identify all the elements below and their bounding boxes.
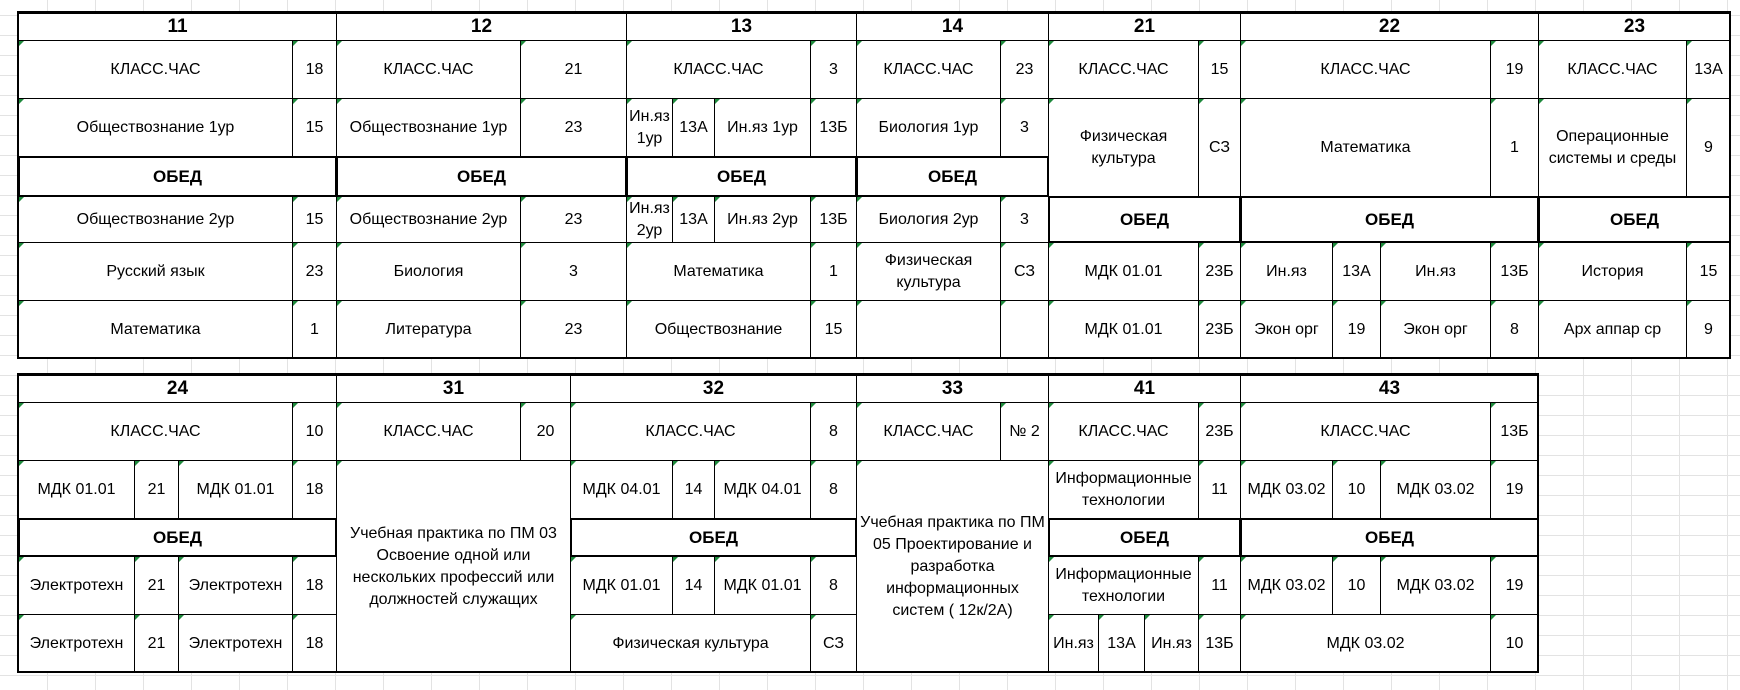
g43-class-room[interactable]: 13Б: [1490, 402, 1539, 461]
header-group-12[interactable]: 12: [336, 12, 627, 41]
g32-lesson-2a-room[interactable]: 14: [672, 556, 715, 615]
g11-lesson-1-room[interactable]: 15: [292, 98, 337, 157]
g22-lesson-3b-room[interactable]: 8: [1490, 300, 1539, 359]
g13-lesson-2a[interactable]: Ин.яз 2ур: [626, 196, 673, 243]
g23-lesson-3[interactable]: Арх аппар ср: [1538, 300, 1687, 359]
g24-lesson-2b-room[interactable]: 18: [292, 556, 337, 615]
g12-lesson-4-room[interactable]: 23: [520, 300, 627, 359]
g24-class-hour[interactable]: КЛАСС.ЧАС: [18, 402, 293, 461]
g24-lesson-3a[interactable]: Электротехн: [18, 614, 135, 673]
g41-lesson-1-room[interactable]: 11: [1198, 460, 1241, 519]
header-group-11[interactable]: 11: [18, 12, 337, 41]
g32-lesson-2b[interactable]: МДК 01.01: [714, 556, 811, 615]
g13-lesson-1a-room[interactable]: 13А: [672, 98, 715, 157]
g24-lesson-2b[interactable]: Электротехн: [178, 556, 293, 615]
g41-lesson-3a-room[interactable]: 13А: [1098, 614, 1145, 673]
g13-lunch[interactable]: ОБЕД: [626, 156, 857, 197]
g33-class-hour[interactable]: КЛАСС.ЧАС: [856, 402, 1001, 461]
g22-class-room[interactable]: 19: [1490, 40, 1539, 99]
g11-class-hour[interactable]: КЛАСС.ЧАС: [18, 40, 293, 99]
header-group-23[interactable]: 23: [1538, 12, 1731, 41]
g24-lesson-3b[interactable]: Электротехн: [178, 614, 293, 673]
g14-lesson-3-room[interactable]: СЗ: [1000, 242, 1049, 301]
g43-lesson-3-room[interactable]: 10: [1490, 614, 1539, 673]
g32-lesson-1b[interactable]: МДК 04.01: [714, 460, 811, 519]
g41-lesson-3b[interactable]: Ин.яз: [1144, 614, 1199, 673]
g31-class-room[interactable]: 20: [520, 402, 571, 461]
g13-lesson-1a[interactable]: Ин.яз 1ур: [626, 98, 673, 157]
g43-lesson-1a-room[interactable]: 10: [1332, 460, 1381, 519]
g12-lesson-4[interactable]: Литература: [336, 300, 521, 359]
g23-lesson-2[interactable]: История: [1538, 242, 1687, 301]
g43-lesson-1b[interactable]: МДК 03.02: [1380, 460, 1491, 519]
g24-lesson-2a-room[interactable]: 21: [134, 556, 179, 615]
g41-lunch[interactable]: ОБЕД: [1048, 518, 1241, 557]
g24-lesson-2a[interactable]: Электротехн: [18, 556, 135, 615]
g14-lesson-1[interactable]: Биология 1ур: [856, 98, 1001, 157]
g12-lesson-3-room[interactable]: 3: [520, 242, 627, 301]
g41-lesson-2[interactable]: Информационные технологии: [1048, 556, 1199, 615]
g22-lunch[interactable]: ОБЕД: [1240, 196, 1539, 243]
g21-lesson-1[interactable]: Физическая культура: [1048, 98, 1199, 197]
g43-lesson-2a-room[interactable]: 10: [1332, 556, 1381, 615]
g22-lesson-2a[interactable]: Ин.яз: [1240, 242, 1333, 301]
g24-lesson-1a-room[interactable]: 21: [134, 460, 179, 519]
g11-lesson-1[interactable]: Обществознание 1ур: [18, 98, 293, 157]
g22-lesson-3a[interactable]: Экон орг: [1240, 300, 1333, 359]
g21-class-room[interactable]: 15: [1198, 40, 1241, 99]
g24-lesson-1a[interactable]: МДК 01.01: [18, 460, 135, 519]
g22-lesson-3b[interactable]: Экон орг: [1380, 300, 1491, 359]
g12-class-hour[interactable]: КЛАСС.ЧАС: [336, 40, 521, 99]
g41-lesson-3a[interactable]: Ин.яз: [1048, 614, 1099, 673]
g32-lesson-3[interactable]: Физическая культура: [570, 614, 811, 673]
header-group-43[interactable]: 43: [1240, 374, 1539, 403]
g21-lesson-3[interactable]: МДК 01.01: [1048, 300, 1199, 359]
g11-lesson-2[interactable]: Обществознание 2ур: [18, 196, 293, 243]
header-group-32[interactable]: 32: [570, 374, 857, 403]
g22-lesson-2b[interactable]: Ин.яз: [1380, 242, 1491, 301]
g32-class-room[interactable]: 8: [810, 402, 857, 461]
g41-lesson-3b-room[interactable]: 13Б: [1198, 614, 1241, 673]
g21-lesson-3-room[interactable]: 23Б: [1198, 300, 1241, 359]
g13-lesson-4-room[interactable]: 15: [810, 300, 857, 359]
g14-lesson-4[interactable]: [856, 300, 1001, 359]
g12-lesson-1[interactable]: Обществознание 1ур: [336, 98, 521, 157]
g24-lesson-1b-room[interactable]: 18: [292, 460, 337, 519]
g31-class-hour[interactable]: КЛАСС.ЧАС: [336, 402, 521, 461]
g24-lunch[interactable]: ОБЕД: [18, 518, 337, 557]
header-group-21[interactable]: 21: [1048, 12, 1241, 41]
g43-lunch[interactable]: ОБЕД: [1240, 518, 1539, 557]
g11-class-room[interactable]: 18: [292, 40, 337, 99]
g12-lunch[interactable]: ОБЕД: [336, 156, 627, 197]
g32-lesson-3-room[interactable]: СЗ: [810, 614, 857, 673]
header-group-41[interactable]: 41: [1048, 374, 1241, 403]
g12-lesson-1-room[interactable]: 23: [520, 98, 627, 157]
g32-lesson-2b-room[interactable]: 8: [810, 556, 857, 615]
g13-lesson-3[interactable]: Математика: [626, 242, 811, 301]
g21-lesson-1-room[interactable]: СЗ: [1198, 98, 1241, 197]
g41-lesson-1[interactable]: Информационные технологии: [1048, 460, 1199, 519]
g43-lesson-2a[interactable]: МДК 03.02: [1240, 556, 1333, 615]
g32-lesson-1b-room[interactable]: 8: [810, 460, 857, 519]
g41-class-hour[interactable]: КЛАСС.ЧАС: [1048, 402, 1199, 461]
g13-lesson-2a-room[interactable]: 13А: [672, 196, 715, 243]
g31-practice[interactable]: Учебная практика по ПМ 03 Освоение одной или нескольких профессий или должностей служащих: [336, 460, 571, 673]
g32-lesson-1a[interactable]: МДК 04.01: [570, 460, 673, 519]
g21-lesson-2[interactable]: МДК 01.01: [1048, 242, 1199, 301]
g23-class-room[interactable]: 13А: [1686, 40, 1731, 99]
g23-lesson-3-room[interactable]: 9: [1686, 300, 1731, 359]
g13-class-hour[interactable]: КЛАСС.ЧАС: [626, 40, 811, 99]
g41-lesson-2-room[interactable]: 11: [1198, 556, 1241, 615]
g14-class-hour[interactable]: КЛАСС.ЧАС: [856, 40, 1001, 99]
g12-lesson-2[interactable]: Обществознание 2ур: [336, 196, 521, 243]
g32-lesson-1a-room[interactable]: 14: [672, 460, 715, 519]
g43-lesson-1b-room[interactable]: 19: [1490, 460, 1539, 519]
g13-lesson-4[interactable]: Обществознание: [626, 300, 811, 359]
g11-lesson-4[interactable]: Математика: [18, 300, 293, 359]
g13-class-room[interactable]: 3: [810, 40, 857, 99]
header-group-31[interactable]: 31: [336, 374, 571, 403]
g14-lesson-2-room[interactable]: 3: [1000, 196, 1049, 243]
g23-lesson-1[interactable]: Операционные системы и среды: [1538, 98, 1687, 197]
g24-lesson-3b-room[interactable]: 18: [292, 614, 337, 673]
header-group-22[interactable]: 22: [1240, 12, 1539, 41]
header-group-24[interactable]: 24: [18, 374, 337, 403]
g21-class-hour[interactable]: КЛАСС.ЧАС: [1048, 40, 1199, 99]
g13-lesson-3-room[interactable]: 1: [810, 242, 857, 301]
g22-lesson-3a-room[interactable]: 19: [1332, 300, 1381, 359]
g14-lunch[interactable]: ОБЕД: [856, 156, 1049, 197]
g32-lesson-2a[interactable]: МДК 01.01: [570, 556, 673, 615]
g11-lesson-2-room[interactable]: 15: [292, 196, 337, 243]
g43-lesson-2b[interactable]: МДК 03.02: [1380, 556, 1491, 615]
g12-class-room[interactable]: 21: [520, 40, 627, 99]
g23-lesson-2-room[interactable]: 15: [1686, 242, 1731, 301]
g13-lesson-2b-room[interactable]: 13Б: [810, 196, 857, 243]
g14-lesson-1-room[interactable]: 3: [1000, 98, 1049, 157]
g41-class-room[interactable]: 23Б: [1198, 402, 1241, 461]
g21-lunch[interactable]: ОБЕД: [1048, 196, 1241, 243]
g14-lesson-2[interactable]: Биология 2ур: [856, 196, 1001, 243]
g43-lesson-2b-room[interactable]: 19: [1490, 556, 1539, 615]
g43-lesson-1a[interactable]: МДК 03.02: [1240, 460, 1333, 519]
g22-lesson-1-room[interactable]: 1: [1490, 98, 1539, 197]
g14-lesson-4-room[interactable]: [1000, 300, 1049, 359]
g23-lesson-1-room[interactable]: 9: [1686, 98, 1731, 197]
g12-lesson-2-room[interactable]: 23: [520, 196, 627, 243]
g22-class-hour[interactable]: КЛАСС.ЧАС: [1240, 40, 1491, 99]
g24-class-room[interactable]: 10: [292, 402, 337, 461]
g11-lesson-3-room[interactable]: 23: [292, 242, 337, 301]
g33-practice[interactable]: Учебная практика по ПМ 05 Проектирование и разработка информационных систем ( 12к/2А): [856, 460, 1049, 673]
g33-class-room[interactable]: № 2: [1000, 402, 1049, 461]
g13-lesson-1b[interactable]: Ин.яз 1ур: [714, 98, 811, 157]
g14-class-room[interactable]: 23: [1000, 40, 1049, 99]
g11-lunch[interactable]: ОБЕД: [18, 156, 337, 197]
g13-lesson-2b[interactable]: Ин.яз 2ур: [714, 196, 811, 243]
g32-lunch[interactable]: ОБЕД: [570, 518, 857, 557]
g21-lesson-2-room[interactable]: 23Б: [1198, 242, 1241, 301]
header-group-14[interactable]: 14: [856, 12, 1049, 41]
g23-lunch[interactable]: ОБЕД: [1538, 196, 1731, 243]
g11-lesson-3[interactable]: Русский язык: [18, 242, 293, 301]
g43-class-hour[interactable]: КЛАСС.ЧАС: [1240, 402, 1491, 461]
header-group-33[interactable]: 33: [856, 374, 1049, 403]
g11-lesson-4-room[interactable]: 1: [292, 300, 337, 359]
g24-lesson-1b[interactable]: МДК 01.01: [178, 460, 293, 519]
g43-lesson-3[interactable]: МДК 03.02: [1240, 614, 1491, 673]
g13-lesson-1b-room[interactable]: 13Б: [810, 98, 857, 157]
header-group-13[interactable]: 13: [626, 12, 857, 41]
g12-lesson-3[interactable]: Биология: [336, 242, 521, 301]
g14-lesson-3[interactable]: Физическая культура: [856, 242, 1001, 301]
g23-class-hour[interactable]: КЛАСС.ЧАС: [1538, 40, 1687, 99]
g32-class-hour[interactable]: КЛАСС.ЧАС: [570, 402, 811, 461]
g22-lesson-2a-room[interactable]: 13А: [1332, 242, 1381, 301]
g22-lesson-2b-room[interactable]: 13Б: [1490, 242, 1539, 301]
g22-lesson-1[interactable]: Математика: [1240, 98, 1491, 197]
g24-lesson-3a-room[interactable]: 21: [134, 614, 179, 673]
